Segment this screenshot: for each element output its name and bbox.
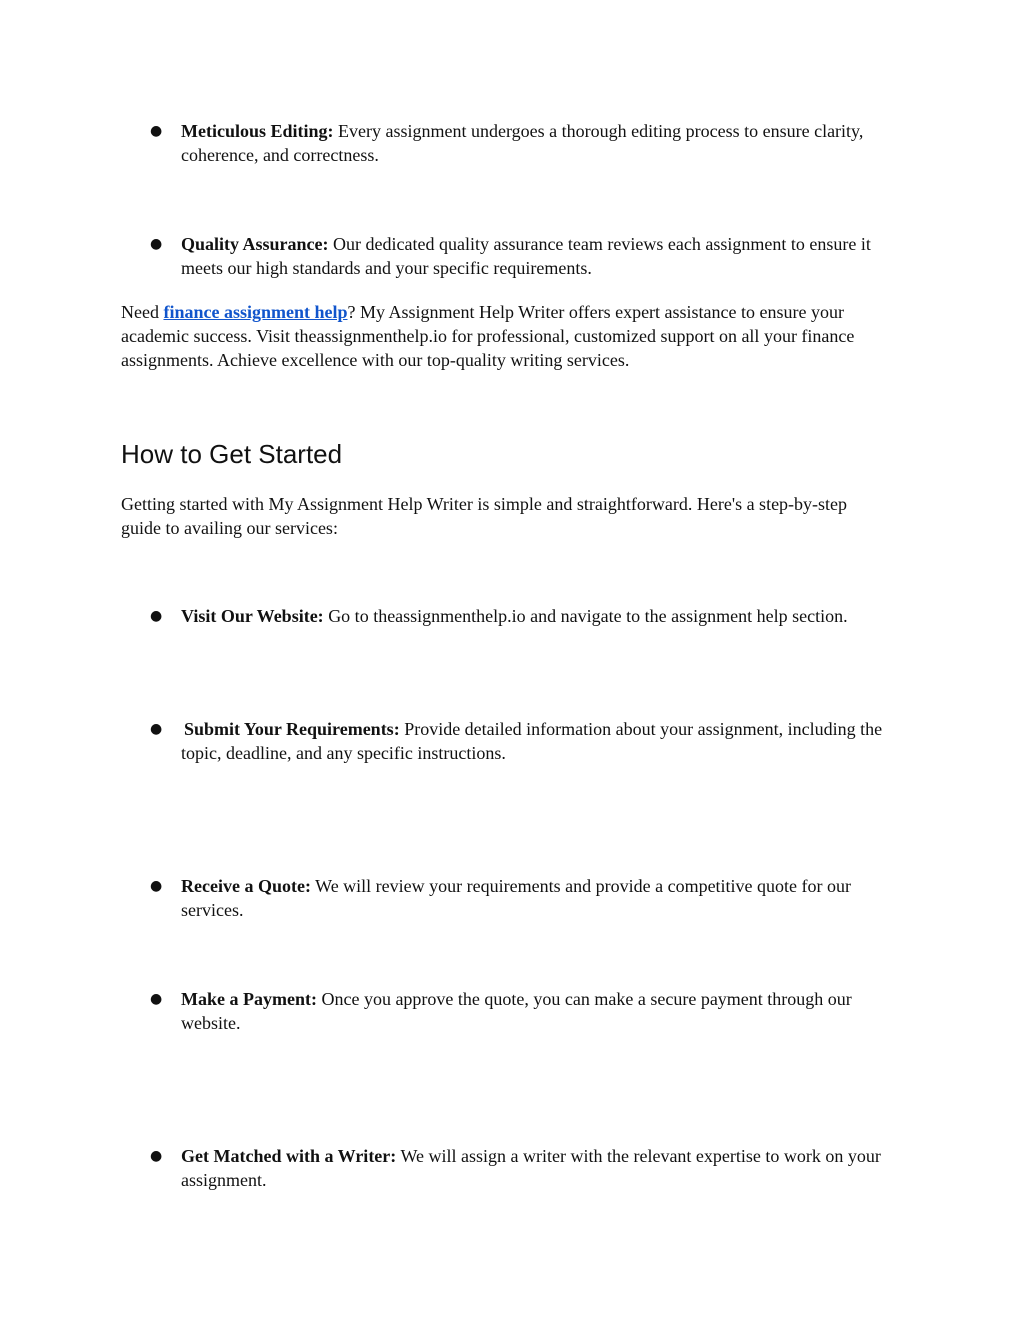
list-item-text	[181, 874, 901, 922]
list-item-text	[181, 232, 901, 280]
bullet-icon: ●	[150, 123, 163, 139]
list-item-body: Provide detailed information about your assignment, including the topic, deadline, and any specific instructions.	[181, 719, 883, 763]
bullet-icon: ●	[150, 721, 163, 737]
finance-assignment-help-link[interactable]: finance assignment help	[163, 302, 348, 322]
list-item-body: Once you approve the quote, you can make a secure payment through our website.	[181, 989, 852, 1033]
list-item-text	[181, 717, 901, 765]
list-item-text	[181, 1144, 901, 1192]
promo-before: Need	[121, 302, 164, 322]
bullet-icon: ●	[150, 236, 163, 252]
list-item-body: We will assign a writer with the relevant expertise to work on your assignment.	[181, 1146, 881, 1190]
promo-paragraph	[121, 300, 901, 372]
promo-after: ? My Assignment Help Writer offers expert assistance to ensure your academic success. Visit theassignmenthelp.io for professional, customized support on all your finance assignments. Achieve excellence with our top-quality writing services.	[121, 302, 855, 370]
bullet-icon: ●	[150, 878, 163, 894]
list-item-text	[181, 604, 901, 628]
section-heading: How to Get Started	[121, 439, 343, 469]
list-item-title: Meticulous Editing:	[181, 121, 334, 141]
bullet-icon: ●	[150, 991, 163, 1007]
list-item-body: We will review your requirements and provide a competitive quote for our services.	[181, 876, 852, 920]
bullet-icon: ●	[150, 608, 163, 624]
list-item-body: Our dedicated quality assurance team reviews each assignment to ensure it meets our high standards and your specific requirements.	[181, 234, 871, 278]
list-item-title: Make a Payment:	[181, 989, 317, 1009]
list-item-title: Quality Assurance:	[181, 234, 329, 254]
list-item-body: Every assignment undergoes a thorough editing process to ensure clarity, coherence, and correctness.	[181, 121, 864, 165]
list-item-text	[181, 119, 901, 167]
list-item-body: Go to theassignmenthelp.io and navigate to the assignment help section.	[328, 606, 848, 626]
bullet-icon: ●	[150, 1148, 163, 1164]
list-item-title: Visit Our Website:	[181, 606, 324, 626]
list-item-title: Get Matched with a Writer:	[181, 1146, 397, 1166]
list-item-text	[181, 987, 901, 1035]
list-item-title: Submit Your Requirements:	[184, 719, 400, 739]
list-item-title: Receive a Quote:	[181, 876, 311, 896]
intro-paragraph: Getting started with My Assignment Help Writer is simple and straightforward. Here's a step-by-step guide to availing our services:	[121, 494, 848, 538]
